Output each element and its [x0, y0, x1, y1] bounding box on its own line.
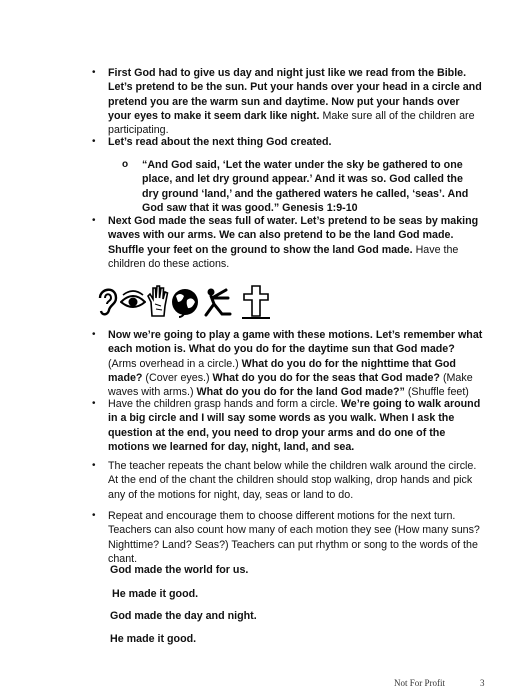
bullet-bold-text: Let’s read about the next thing God created.	[108, 136, 332, 148]
bullet-item	[92, 328, 484, 399]
bullet-bold-text: What do you do for the seas that God made?	[212, 371, 440, 384]
sub-bullet-marker: o	[122, 159, 129, 170]
bullet-dot: •	[92, 510, 96, 521]
page-number: 3	[480, 678, 485, 688]
bullet-text: The teacher repeats the chant below while the children walk around the circle. At the end of the chant the children should stop walking, drop hands and pick any of the motions for night, day, seas or land to do.	[108, 460, 477, 501]
bullet-item	[92, 397, 484, 454]
bullet-bold-text: First God had to give us day and night just like we read from the Bible. Let’s pretend to be the sun. Put your hands over your head in a circle and pretend you are the warm sun and daytime. Now put your hands over your eyes to make it seem dark like night.	[108, 67, 482, 122]
bullet-bold-text: Next God made the seas full of water. Let’s pretend to be seas by making waves with our arms. We can also pretend to be the land God made. Shuffle your feet on the ground to show the land God made.	[108, 215, 479, 256]
bullet-item	[92, 66, 484, 137]
hand-icon	[146, 284, 170, 318]
bullet-dot: •	[92, 398, 96, 409]
chant-line: God made the world for us.	[110, 564, 249, 576]
ear-icon	[94, 284, 120, 318]
bullet-bold-text: We’re going to walk around in a big circle and I will say some words as you walk. When I ask the question at the end, you need to drop your arms and do one of the motions we learned for day, night, land, and sea.	[108, 398, 481, 453]
bullet-text: Have the children grasp hands and form a circle.	[108, 398, 341, 410]
scripture-text: “And God said, ‘Let the water under the sky be gathered to one place, and let dry ground appear.’ And it was so. God called the dry ground ‘land,’ and the gathered waters he called, ‘seas’. And God saw that it was good.” Genesis 1:9-10	[142, 159, 469, 214]
bullet-text: Repeat and encourage them to choose different motions for the next turn. Teachers can also count how many of each motion they see (How many suns? Nighttime? Land? Seas?) Teachers can put rhythm or song to the words of the chant.	[108, 510, 480, 565]
bullet-text: (Arms overhead in a circle.)	[108, 357, 242, 370]
bullet-item	[92, 459, 484, 502]
bullet-dot: •	[92, 329, 96, 340]
bullet-dot: •	[92, 215, 96, 226]
bullet-text: (Shuffle feet)	[404, 386, 469, 399]
bullet-bold-text: What do you do for the land God made?”	[196, 386, 405, 399]
bullet-text: (Cover eyes.)	[142, 371, 213, 384]
motion-icons-row	[94, 284, 274, 320]
chant-line: He made it good.	[110, 633, 197, 645]
bullet-item	[92, 509, 484, 566]
bullet-dot: •	[92, 136, 96, 147]
bullet-text: Have the children do these actions.	[108, 243, 459, 270]
bullet-item	[92, 135, 484, 149]
bullet-bold-text: Now we’re going to play a game with these motions. Let’s remember what each motion is. What do you do for the daytime sun that God made?	[108, 329, 483, 356]
bullet-text: (Make waves with arms.)	[108, 371, 473, 399]
bullet-text: Make sure all of the children are participating.	[108, 109, 475, 137]
bullet-dot: •	[92, 460, 96, 471]
bullet-bold-text: What do you do for the nighttime that God made?	[108, 357, 456, 384]
globe-icon	[170, 284, 200, 318]
stretching-person-icon	[202, 284, 238, 318]
bullet-dot: •	[92, 67, 96, 78]
eye-icon	[120, 284, 146, 318]
chant-line: God made the day and night.	[110, 610, 257, 622]
bullet-item	[92, 214, 484, 271]
scripture-quote	[122, 158, 478, 215]
chant-line: He made it good.	[112, 588, 199, 600]
cross-icon	[242, 284, 270, 320]
footer-label: Not For Profit	[394, 678, 446, 688]
